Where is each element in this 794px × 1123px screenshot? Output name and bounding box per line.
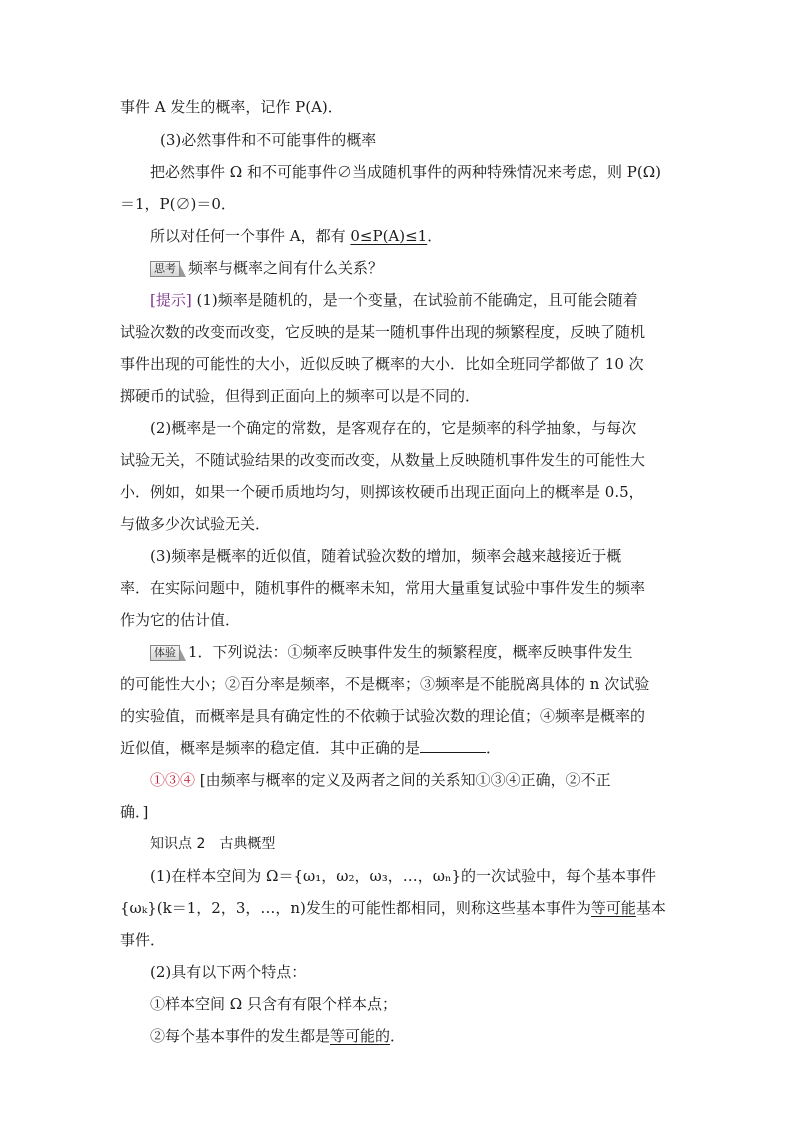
text-line: 的可能性大小；②百分率是频率，不是概率；③频率是不能脱离具体的 n 次试验 xyxy=(120,675,650,693)
text-line: 试验无关，不随试验结果的改变而改变，从数量上反映随机事件发生的可能性大 xyxy=(120,451,646,469)
text-segment: ． xyxy=(427,227,443,245)
text-segment: ． xyxy=(390,1027,406,1045)
text-line: (2)具有以下两个特点： xyxy=(150,963,307,981)
text-segment: 频率与概率之间有什么关系？ xyxy=(188,259,384,277)
text-line: 确．] xyxy=(120,803,149,821)
underlined-answer: 0≤P(A)≤1 xyxy=(350,227,428,245)
text-segment: {ωₖ}(k＝1，2，3，…，n)发生的可能性都相同，则称这些基本事件为 xyxy=(120,899,591,917)
text-line: 事件出现的可能性的大小，近似反映了概率的大小．比如全班同学都做了 10 次 xyxy=(120,355,644,373)
text-line: (1)在样本空间为 Ω＝{ω₁，ω₂，ω₃，…，ωₙ}的一次试验中，每个基本事件 xyxy=(150,867,656,885)
text-line xyxy=(120,738,680,758)
think-tag-icon: 思考 xyxy=(150,261,180,277)
text-line: 的实验值，而概率是具有确定性的不依赖于试验次数的理论值；④频率是概率的 xyxy=(120,707,646,725)
text-line: 把必然事件 Ω 和不可能事件∅当成随机事件的两种特殊情况来考虑，则 P(Ω) xyxy=(150,163,661,181)
exercise-line xyxy=(150,642,710,662)
text-line: 事件 A 发生的概率，记作 P(A)． xyxy=(120,98,343,116)
text-line: 事件． xyxy=(120,931,166,949)
text-line: 与做多少次试验无关． xyxy=(120,515,271,533)
answer-blank xyxy=(420,738,486,753)
text-segment: (1)频率是随机的，是一个变量，在试验前不能确定，且可能会随着 xyxy=(191,291,638,309)
think-question xyxy=(150,258,710,278)
answer-value: ①③④ xyxy=(150,771,196,789)
text-segment: 基本 xyxy=(635,899,666,917)
text-line: 试验次数的改变而改变，它反映的是某一随机事件出现的频繁程度，反映了随机 xyxy=(120,323,646,341)
hint-line xyxy=(150,290,710,310)
text-line: ①样本空间 Ω 只含有有限个样本点； xyxy=(150,995,397,1013)
text-segment: 1．下列说法：①频率反映事件发生的频繁程度，概率反映事件发生 xyxy=(188,643,633,661)
text-segment: ． xyxy=(486,739,502,757)
text-segment: 所以对任何一个事件 A，都有 xyxy=(150,227,351,245)
text-line: ＝1，P(∅)＝0． xyxy=(120,195,236,213)
section-heading: (3)必然事件和不可能事件的概率 xyxy=(160,131,377,149)
text-line: 率．在实际问题中，随机事件的概率未知，常用大量重复试验中事件发生的频率 xyxy=(120,579,646,597)
text-line: (2)概率是一个确定的常数，是客观存在的，它是频率的科学抽象，与每次 xyxy=(150,419,637,437)
underlined-answer: 等可能的 xyxy=(330,1027,391,1045)
text-line: (3)频率是概率的近似值，随着试验次数的增加，频率会越来越接近于概 xyxy=(150,547,622,565)
hint-label: [提示] xyxy=(150,291,192,309)
text-line: 作为它的估计值． xyxy=(120,611,241,629)
text-segment: 近似值，概率是频率的稳定值．其中正确的是 xyxy=(120,739,421,757)
text-line: 掷硬币的试验，但得到正面向上的频率可以是不同的． xyxy=(120,387,481,405)
knowledge-point-heading: 知识点 2 古典概型 xyxy=(150,836,276,852)
text-line xyxy=(150,226,710,246)
text-line: 小．例如，如果一个硬币质地均匀，则掷该枚硬币出现正面向上的概率是 0.5， xyxy=(120,483,644,501)
text-line xyxy=(150,1026,710,1046)
text-segment: ②每个基本事件的发生都是 xyxy=(150,1027,331,1045)
try-tag-icon: 体验 xyxy=(150,645,180,661)
answer-line xyxy=(150,770,710,790)
text-segment: [由频率与概率的定义及两者之间的关系知①③④正确，②不正 xyxy=(195,771,611,789)
underlined-answer: 等可能 xyxy=(590,899,636,917)
text-line xyxy=(120,898,680,918)
